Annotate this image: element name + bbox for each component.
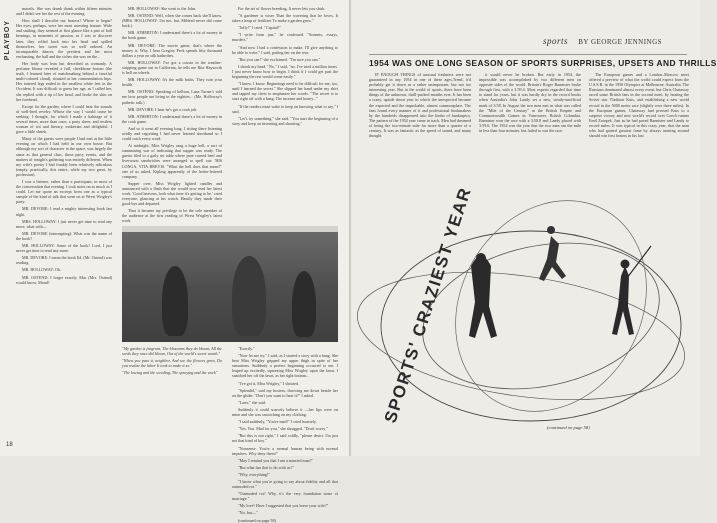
article-paragraph: IF ENOUGH THINGS of unusual freshness were not guaranteed in any 1954 in one of these ages,Trend, it'd probably get it down as a rather unimportant, but not too interesting year. But in the world of sports, there have been things of the unknown, thrill-packed months ever. It has been a crazy, upside down year in which the unexpected became the expected and the improbable, almost commonplace. The fans found every manner of it and professional bookmakers by the hundreds disappeared into the limbo of bankruptcy. The pattern of the 1954 year came in track. Men had dreamed of being the two-minute mile for more than a quarter of a century. It was as fantastic as the speed of sound, and many thought [369, 72, 471, 139]
magazine-brand-vertical: PLAYBOY [4, 20, 11, 61]
story-paragraph: "I know what you're going to say about fidelity and all that outmoded rot." [232, 478, 338, 490]
story-column-2-lower [122, 346, 222, 450]
photo-figure-center [232, 256, 266, 336]
article-paragraph: The European games and a London–Moscow meet offered a preview of what the world could expect from the U.S.S.R. in the 1956 Olympics at Melbourne, Australia. The Russians dominated almost every event, but Chris Chataway raced some British fans in the second meet, by beating the Soviet star Vladimir Kuts, and establishing a new world record in the 5000 meter race (slightly over three miles). In the European games, Chataway had pressed Kuts to a surprise victory and new world's record over Czech runner Emil Zatopek. Just as he had paced Bannister and Landy to record miles. It was typical in this crazy year, that the man who had gained greatest fame by always running around should win first honors in his last [589, 72, 689, 139]
story-paragraph: "Yes. You. Mad for you," she shrugged. "Don't worry." [238, 426, 328, 432]
story-paragraph: "Nonsense. You're a normal human being with normal impulses. Why deny them?" [232, 445, 338, 456]
left-page [0, 0, 349, 523]
story-paragraph: Except for the garden, where I could hear the sounds of well-bred revelry. Whose the way I would come be seeking. I thought, for which I made a habitage of it several times, more than once, a party sheer, and restless woman of wit and literary, exuberant and delightful. I gave a little shriek. [16, 103, 112, 135]
story-paragraph: "May I remind you that I am a married man?" [238, 457, 314, 463]
party-photo [122, 226, 338, 342]
story-paragraph: MR. DEVORE: I mean the book Ed. (Mr. Ostend) was reading. [16, 255, 112, 266]
story-paragraph: MR. HOLLOWAY: I've got a cousin in the weather-stripping game out in California, he tells me Rita Hayworth is hell on wheels. [122, 59, 222, 76]
story-paragraph: MR. DEVORE: I read a mighty interesting book last night. [16, 206, 112, 217]
story-paragraph: MR. DEVORE (interrupting): What was the name of the book? [16, 230, 112, 241]
story-column-3 [232, 6, 338, 224]
story-paragraph: "I said suddenly, "You're mad!" I cried hoarsely. [238, 419, 317, 425]
story-paragraph: MR. OSTEND: I forget exactly. Mac (Mrs. Ostend) would know, Maud? [16, 274, 112, 285]
continued-note: (continued on page 58) [547, 425, 590, 430]
story-paragraph: Thus it became my privilege to be the sole member of the audience at the first reading of Wrest Wrigley's latest work. [122, 208, 222, 224]
page-number: 18 [6, 442, 13, 448]
story-paragraph: Many of the guests were people I had met at the little evening on which I had held in our own house. But although my sort of character in the space, was largely the same as that general class, those party events, and the matters of tonight's gathering was entirely different. When my wife's poetry I had frankly been relatively ridiculous (empty, practically, this entire, while my two great, by profession). [16, 136, 112, 177]
orbit-illustration [351, 184, 700, 456]
story-paragraph: For the art of flower breeding, It never lets you shirk. [238, 6, 326, 11]
story-paragraph: "Now let me try," I said, as I started a story with a bang. She beat Miss Wrigley gripped my upper thigh in spite of her sensations. Suddenly a perfect beginning occurred to me. I leaped up excitedly, squeezing Miss Wrigley upon the lawn. I snatched her off the lawn, as her tight bottom... [232, 353, 338, 379]
story-paragraph: And so it went all evening long. I sitting there listening avidly and regretting I had never learned shorthand so I could catch every word. [122, 125, 222, 142]
story-paragraph: "I know. I know. Beginnings need to be difficult for me, too, until I learned the secret." She slipped her hand under my shirt and tapped my chest to emphasize her words. "The secret is to start right off with a bang. The incense and honey..." [232, 81, 338, 102]
story-paragraph: "Exactly." [238, 346, 255, 351]
story-paragraph: marzils. She was drunk drank within fifteen minutes and I didn't see her the rest of the evening. [16, 6, 112, 17]
athlete-golfer-head [621, 260, 630, 269]
story-paragraph: "Jolly!" I cried. "Capital!" [238, 25, 281, 31]
story-paragraph: "Let's try something," she said. "You start the beginning of a story and keep on inventing and shouting." [232, 115, 338, 126]
story-paragraph: "Outmoded rot? Why, it's the very foundation stone of marriage." [232, 491, 338, 502]
story-paragraph: "But you can!" she exclaimed. "I'm sure you can." [238, 56, 321, 62]
story-paragraph: MR. OSTEND: Well, when she comes back she'll know. (MRS. HOLLOWAY: I'm not, but, Mildred never did come back.) [122, 13, 222, 29]
story-column-2 [122, 6, 222, 224]
article-column-2 [479, 72, 581, 202]
story-paragraph: "I write from just," he confessed. "Sonnets, essays, murders." [232, 32, 338, 43]
section-header [543, 36, 662, 46]
athlete-runner-head [476, 253, 486, 263]
story-paragraph: MR. ATHERTON: I understand there's a lot of money in the book game. [122, 30, 222, 41]
photo-figure-left [162, 266, 188, 336]
story-column-1 [16, 6, 112, 446]
article-column-1 [369, 72, 471, 202]
story-paragraph: "If the readers must wake to keep on knowing what to say," I said. [232, 103, 338, 114]
story-paragraph: I shook my head. "No," I said, "no. I've tried a million times. I just never know how to begin. I think if I could get past the beginning the rest would come easily." [232, 63, 338, 80]
story-paragraph: "Later," she said. [238, 399, 266, 405]
story-paragraph: Her body was lean but described as womanly. A perfume blouse revealed a full, cheekbone bosom (the truth, I learned later of matchmaking behind a fanciful multi-colored cloud), situated at her commendation hips. Her tattered legs ended in the smallest white feet in the Occident. It was difficult to guess her age, as I called her, she replied with a tip of her head, and broke the skin on her forehead. [16, 60, 112, 102]
story-paragraph: MR. HOLLOWAY: Oh. [22, 267, 62, 273]
story-paragraph: "My love! Have I suggested that you leave your wife?" [238, 503, 329, 509]
athlete-golfer-icon [612, 266, 634, 335]
story-paragraph: I was a listener, rather than a participant, in most of the conversation that evening. I took notes on as much as I could. Let me quote an excerpt from one as a typical sample of the kind of talk that went on at Wrest Wrigley's party: [16, 179, 112, 205]
story-paragraph: "But this is not right," I said coldly, "please desist. I'm just not that kind of boy." [232, 433, 338, 444]
right-page [351, 0, 717, 456]
story-paragraph: "Why, everything!" [238, 471, 270, 477]
story-paragraph: MR. OSTEND: Speaking of hellion, Lana Turner's told me how people are living in the eighties... (Me, Holloway's pathetic talk.) [122, 89, 222, 105]
headline-rule [369, 54, 687, 55]
story-paragraph: MR. DEVORE: The movie game, that's where the money is. Why, I hear Gregory Peck spends fifty thousand dollars a year on silk bathrobes. [122, 42, 222, 58]
article-column-3 [589, 72, 689, 202]
photo-highlight [122, 226, 338, 232]
story-paragraph: "And now I had a confession to make. I'll give anything to be able to write," I said, patting her on the rear. [232, 44, 338, 55]
story-paragraph: MR. DEVORE: I hear he's got a cook job. [128, 106, 198, 112]
story-paragraph: At midnight, Miss Wrigley rang a huge bell, a sort of summoning war of indicating that supper was ready. The guests filed to a gaily set table where pure corned beef and liverwurst sandwiches were arranged to spell out: 'HIS LONGA, VITA BREVIS. "What the hell does that mean?" one of us asked, Kipling apparently of the better-lettered company. [122, 143, 222, 179]
story-paragraph: MRS. HOLLOWAY: I just never get time to read any more, what with— [16, 218, 112, 229]
story-paragraph: MR. HOLLOWAY: Some of the book? Lord, I just never get time to read any more. [16, 243, 112, 254]
byline: BY GEORGE JENNINGS [578, 38, 663, 46]
story-paragraph: How shall I describe our hostess? Where to begin? Her eyes, perhaps, were her most arresting feature. Wide and smiling, they seemed at first glance like a pair of ball bearings, in moments of passion, as I was to discover later, they rolled back into her head and spilled themselves, her sweet was so well ordered. An incomparable dancer, the prettiest and her most enchanting, the hall and the riches she was on the... [16, 18, 112, 59]
story-paragraph: MR. HOLLOWAY: It's the milk baths. They ruin your health. [122, 77, 222, 88]
article-paragraph: it would never be broken. But early in 1954, the impossible was accomplished by two different men on opposite sides of the world. Britain's Roger Bannister broke through first, with a 3:59.4. Most experts regarded that time to stand for years, but it was hardly dry in the record books when Australia's John Landy set a new, steady-unofficial mark of 3:58. In August the two men met in what was called the "Mile of the Century" at the British Empire and Commonwealth Games in Vancouver, British Columbia. Bannister won the race with a 3:58.8 and Landy placed with 3:59.6. The 1954 was the year that the two men ran the mile in less than four minutes, but failed to win the race. [479, 72, 581, 134]
athlete-runner-icon [469, 256, 497, 338]
story-paragraph: "My garden is fragrant, The blossoms they do bloom, All the seeds they once did bloom, Out of the world's sweet womb." [122, 346, 222, 357]
story-paragraph: (continued on page 58) [238, 517, 276, 523]
story-paragraph: "When you pass it, neighbor, And see the flowers grow, Do you realize the labor It took to make it so." [122, 358, 222, 369]
story-paragraph: Suddenly it could scarcely believe it —her lips were on mine and she was smooching on my clothing. [232, 406, 338, 418]
section-label: sports [543, 36, 569, 46]
photo-figure-right [292, 271, 316, 337]
story-column-3-lower [232, 346, 338, 523]
story-paragraph: Supper over, Miss Wrigley lighted candles and announced with a flush that she would now read her latest work. 'Good heavens, look what time it's getting to be,' cried everyone, glancing at his watch. Hastily they made their good-bys and departed. [122, 180, 222, 207]
athlete-jumper-head [547, 226, 555, 234]
story-paragraph: "No, but—" [238, 510, 258, 516]
story-paragraph: "Splendid," said my hostess, throwing me down beside her on the glider. "Don't you want to hear it?" I asked. [232, 387, 338, 398]
story-paragraph: "The hoeing and the weeding, The spraying and the work" [122, 370, 218, 376]
golf-club-icon [627, 246, 651, 278]
story-paragraph: MR. HOLLOWAY: She went to the John. [128, 6, 197, 11]
headline: 1954 WAS ONE LONG SEASON OF SPORTS SURPRISES, UPSETS AND THRILLS [369, 58, 717, 68]
story-paragraph: "A gardener is wiser Than the wavering that he loves, It takes a heap of fertilizer To make a garden grow." [232, 13, 338, 24]
story-paragraph: "But what has that to do with us?" [238, 464, 294, 470]
story-paragraph: MR. ATHERTON: I understand there's a lot of money in the cook game. [122, 113, 222, 124]
title-art: SPORTS' CRAZIEST YEAR [380, 184, 476, 426]
story-paragraph: "I've got it, Miss Wrigley," I shouted. [238, 380, 299, 386]
